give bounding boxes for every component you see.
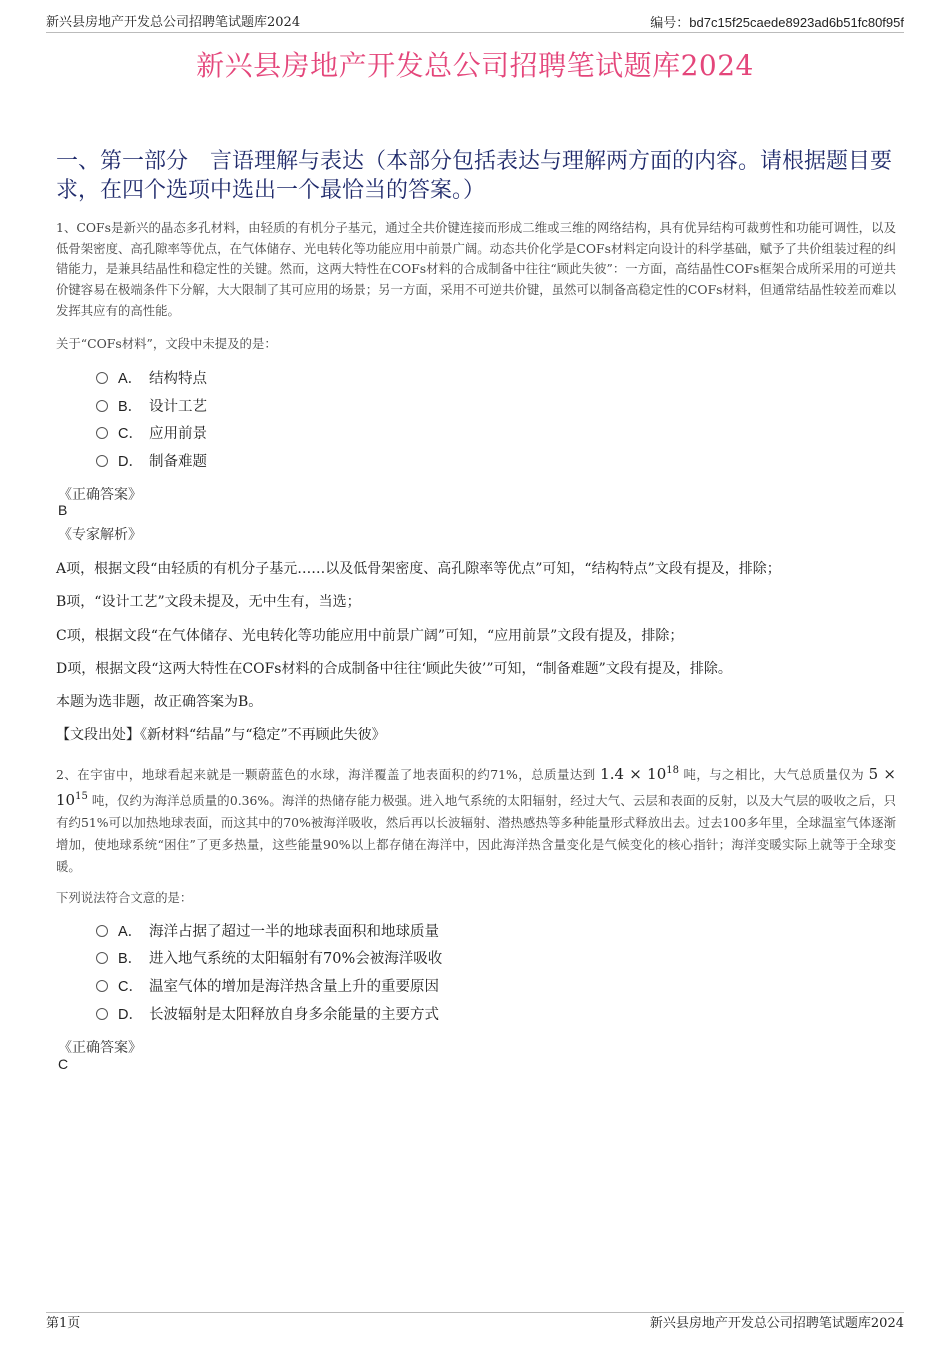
q2-passage-part3: 吨，仅约为海洋总质量的0.36%。海洋的热储存能力极强。进入地气系统的太阳辐射，经过大气、云层和表面的反射，以及大气层的吸收之后，只有约51%可以加热地球表面，而这其中的70%被海洋吸收，然后再以长波辐射、潜热感热等多种能量形式释放出去。过去100多年里，全球温室气体逐渐增加，使地球系统“困住”了更多热量，这些能量90%以上都存储在海洋中，因此海洋热含量变化是气候变化的核心指针；海洋变暖实际上就等于全球变暖。 [56,793,896,874]
option-letter: B． [118,951,143,967]
q1-analysis-conclusion: 本题为选非题，故正确答案为B。 [56,694,263,710]
radio-icon[interactable] [96,980,108,992]
q1-option-c[interactable] [96,424,207,444]
section-heading: 一、第一部分 言语理解与表达（本部分包括表达与理解两方面的内容。请根据题目要求，在四个选项中选出一个最恰当的答案。） [56,149,893,203]
q1-question: 关于“COFs材料”，文段中未提及的是： [56,336,277,351]
q2-answer-label: 《正确答案》 [58,1040,142,1056]
radio-icon[interactable] [96,372,108,384]
page-footer [46,1312,904,1333]
option-text: 应用前景 [149,426,207,442]
header-doc-code [650,14,904,33]
q2-passage [56,760,896,878]
page-title: 新兴县房地产开发总公司招聘笔试题库2024 [196,49,754,82]
page-header [46,14,904,33]
option-text: 制备难题 [149,454,207,470]
option-letter: D． [118,1007,143,1023]
q1-analysis-a: A项，根据文段“由轻质的有机分子基元……以及低骨架密度、高孔隙率等优点”可知，“结构特点”文段有提及，排除； [56,561,781,577]
q2-option-a[interactable] [96,922,439,942]
option-letter: D． [118,454,143,470]
option-text: 结构特点 [149,371,207,387]
q2-math-base: 5 × 10 [56,765,896,809]
header-doc-title: 新兴县房地产开发总公司招聘笔试题库2024 [46,15,301,30]
option-text: 海洋占据了超过一半的地球表面积和地球质量 [149,924,439,940]
q1-option-a[interactable] [96,369,207,389]
q1-analysis-d: D项，根据文段“这两大特性在COFs材料的合成制备中往往‘顾此失彼’”可知，“制备难题”文段有提及，排除。 [56,661,732,677]
option-letter: C． [118,979,143,995]
q1-analysis-c: C项，根据文段“在气体储存、光电转化等功能应用中前景广阔”可知，“应用前景”文段有提及，排除； [56,628,684,644]
option-letter: A． [118,371,143,387]
q2-option-d[interactable] [96,1005,439,1025]
q1-source: 【文段出处】《新材料“结晶”与“稳定”不再顾此失彼》 [56,727,386,743]
option-letter: A． [118,924,143,940]
option-text: 长波辐射是太阳释放自身多余能量的主要方式 [149,1007,439,1023]
radio-icon[interactable] [96,455,108,467]
radio-icon[interactable] [96,925,108,937]
q2-answer: C [58,1056,69,1072]
q1-option-b[interactable] [96,397,207,417]
q2-option-b[interactable] [96,949,442,969]
option-text: 设计工艺 [149,399,207,415]
option-text: 温室气体的增加是海洋热含量上升的重要原因 [149,979,439,995]
option-text: 进入地气系统的太阳辐射有70%会被海洋吸收 [149,951,443,967]
q1-option-d[interactable] [96,452,207,472]
header-code-label: 编号： [650,16,690,31]
q2-question: 下列说法符合文意的是： [56,890,193,905]
q2-passage-part2: 吨，与之相比，大气总质量仅为 [683,767,865,782]
q1-answer: B [58,502,68,518]
radio-icon[interactable] [96,427,108,439]
q1-analysis-label: 《专家解析》 [58,527,142,543]
radio-icon[interactable] [96,400,108,412]
option-letter: C． [118,426,143,442]
radio-icon[interactable] [96,952,108,964]
q1-passage: 1、COFs是新兴的晶态多孔材料，由轻质的有机分子基元，通过全共价键连接而形成二维或三维的网络结构，具有优异结构可裁剪性和功能可调性，以及低骨架密度、高孔隙率等优点，在气体储存、光电转化等功能应用中前景广阔。动态共价化学是COFs材料定向设计的科学基础，赋予了共价组装过程的纠错能力，是兼具结晶性和稳定性的关键。然而，这两大特性在COFs材料的合成制备中往往“顾此失彼”：一方面，高结晶性COFs框架合成所采用的可逆共价键容易在极端条件下分解，大大限制了其可应用的场景；另一方面，采用不可逆共价键，虽然可以制备高稳定性的COFs材料，但通常结晶性较差而难以发挥其应有的高性能。 [56,220,896,318]
q2-math-ocean-mass [600,765,679,783]
footer-doc-title: 新兴县房地产开发总公司招聘笔试题库2024 [649,1316,904,1331]
q1-answer-label: 《正确答案》 [58,487,142,503]
radio-icon[interactable] [96,1008,108,1020]
q2-passage-part1: 2、在宇宙中，地球看起来就是一颗蔚蓝色的水球，海洋覆盖了地表面积的约71%，总质量达到 [56,767,596,782]
q1-analysis-b: B项，“设计工艺”文段未提及，无中生有，当选； [56,594,361,610]
q2-math-exp: 15 [75,791,88,802]
option-letter: B． [118,399,143,415]
q2-math-base: 1.4 × 10 [600,765,667,783]
header-code-value: bd7c15f25caede8923ad6b51fc80f95f [689,15,904,30]
q2-option-c[interactable] [96,977,439,997]
page-number: 第1页 [46,1316,81,1331]
q2-math-exp: 18 [666,765,679,776]
